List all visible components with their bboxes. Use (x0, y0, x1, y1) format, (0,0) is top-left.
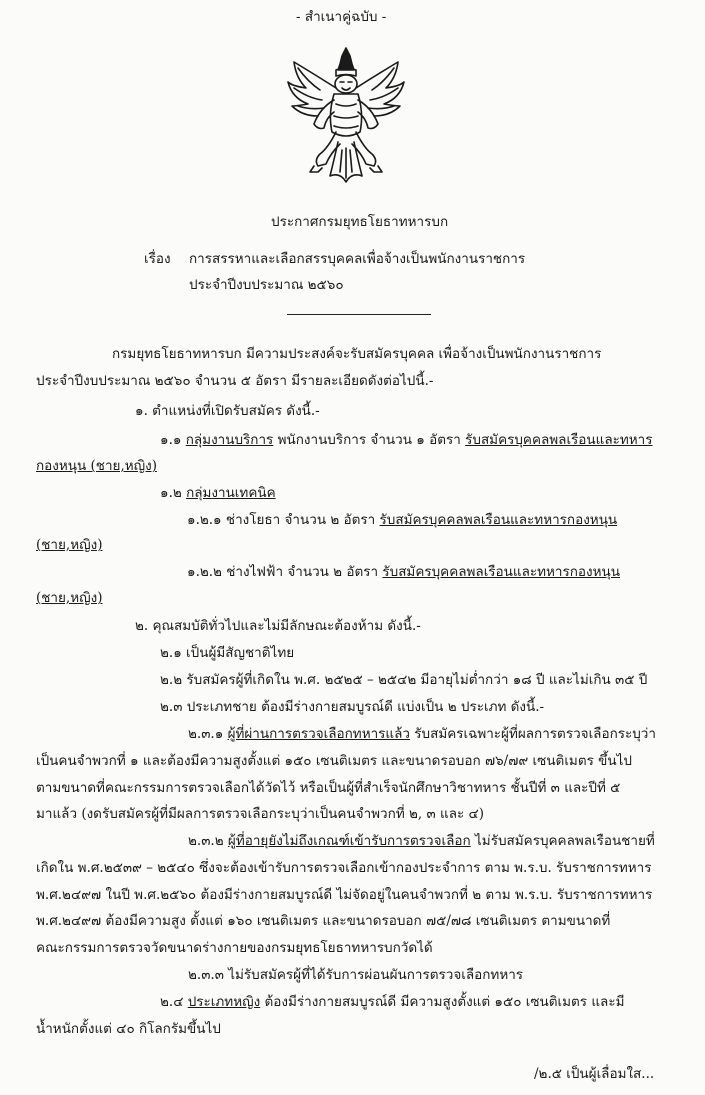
item-1-1-condition: รับสมัครบุคคลพลเรือนและทหาร (465, 432, 653, 448)
item-2-3-2-heading: ผู้ที่อายุยังไม่ถึงเกณฑ์เข้ารับการตรวจเลือก (227, 833, 471, 849)
item-1-1-text: พนักงานบริการ จำนวน ๑ อัตรา (277, 432, 461, 448)
item-1-1-number: ๑.๑ (160, 432, 182, 448)
item-2-3-2 (188, 831, 655, 851)
item-2-2: ๒.๒ รับสมัครผู้ที่เกิดใน พ.ศ. ๒๕๒๕ – ๒๕๔๒ มีอายุไม่ต่ำกว่า ๑๘ ปี และไม่เกิน ๓๕ ปี (160, 672, 648, 688)
section-2-heading: ๒. คุณสมบัติทั่วไปและไม่มีลักษณะต้องห้าม ดังนี้.- (135, 618, 421, 634)
item-1-2-1-text: ๑.๒.๑ ช่างโยธา จำนวน ๒ อัตรา (187, 512, 376, 528)
item-2-3-2-text: ไม่รับสมัครบุคคลพลเรือนชายที่ (475, 833, 655, 849)
item-1-2 (160, 483, 276, 503)
item-1-2-1 (187, 510, 617, 530)
intro-line-2: ประจำปีงบประมาณ ๒๕๖๐ จำนวน ๕ อัตรา มีรายละเอียดดังต่อไปนี้.- (36, 373, 434, 389)
item-2-3-1-text: รับสมัครเฉพาะผู้ที่ผลการตรวจเลือกระบุว่า (414, 726, 656, 742)
item-1-1-group: กลุ่มงานบริการ (185, 432, 274, 448)
item-1-1 (160, 430, 653, 450)
item-2-3-2-line-5: คณะกรรมการตรวจวัดขนาดร่างกายของกรมยุทธโยธาทหารบกวัดได้ (36, 940, 433, 956)
section-1-heading: ๑. ตำแหน่งที่เปิดรับสมัคร ดังนี้.- (135, 403, 320, 419)
item-2-4-heading: ประเภทหญิง (187, 994, 261, 1010)
item-2-4-text: ต้องมีร่างกายสมบูรณ์ดี มีความสูงตั้งแต่ ๑๕๐ เซนติเมตร และมี (264, 994, 625, 1010)
item-1-2-2-condition: รับสมัครบุคคลพลเรือนและทหารกองหนุน (382, 564, 620, 580)
item-2-3-1-line-2: เป็นคนจำพวกที่ ๑ และต้องมีความสูงตั้งแต่ ๑๕๐ เซนติเมตร และขนาดรอบอก ๗๖/๗๙ เซนติเมตร ขึ้นไป (36, 753, 632, 769)
item-2-3-2-number: ๒.๓.๒ (188, 833, 224, 849)
subject-line-2: ประจำปีงบประมาณ ๒๕๖๐ (189, 277, 344, 293)
item-1-1-condition-cont: กองหนุน (ชาย,หญิง) (36, 458, 157, 474)
item-2-3-1-number: ๒.๓.๑ (188, 726, 224, 742)
item-1-2-number: ๑.๒ (160, 485, 182, 501)
item-2-3-1-heading: ผู้ที่ผ่านการตรวจเลือกทหารแล้ว (227, 726, 410, 742)
subject-label: เรื่อง (144, 251, 171, 267)
item-2-3-2-line-4: พ.ศ.๒๔๙๗ ต้องมีความสูง ตั้งแต่ ๑๖๐ เซนติเมตร และขนาดรอบอก ๗๕/๗๘ เซนติเมตร ตามขนาดที่ (36, 913, 611, 929)
item-2-1: ๒.๑ เป็นผู้มีสัญชาติไทย (160, 645, 295, 661)
item-2-3-1 (188, 724, 656, 744)
item-2-4-number: ๒.๔ (160, 994, 184, 1010)
item-2-4 (160, 992, 624, 1012)
item-2-3-3: ๒.๓.๓ ไม่รับสมัครผู้ที่ได้รับการผ่อนผันการตรวจเลือกทหาร (188, 967, 524, 983)
item-2-3-2-line-2: เกิดใน พ.ศ.๒๕๓๙ – ๒๕๔๐ ซึ่งจะต้องเข้ารับการตรวจเลือกเข้ากองประจำการ ตาม พ.ร.บ. รับราชการทหาร (36, 860, 652, 876)
item-2-4-line-2: น้ำหนักตั้งแต่ ๔๐ กิโลกรัมขึ้นไป (36, 1021, 221, 1037)
item-1-2-group: กลุ่มงานเทคนิค (186, 485, 276, 501)
item-1-2-1-condition-cont: (ชาย,หญิง) (36, 537, 103, 553)
intro-line-1: กรมยุทธโยธาทหารบก มีความประสงค์จะรับสมัครบุคคล เพื่อจ้างเป็นพนักงานราชการ (112, 346, 602, 362)
subject-line-1: การสรรหาและเลือกสรรบุคคลเพื่อจ้างเป็นพนักงานราชการ (189, 251, 526, 267)
item-2-3-1-line-4: มาแล้ว (งดรับสมัครผู้ที่มีผลการตรวจเลือกระบุว่าเป็นคนจำพวกที่ ๒, ๓ และ ๔) (36, 806, 485, 822)
garuda-emblem-icon (284, 44, 408, 186)
item-1-2-2-text: ๑.๒.๒ ช่างไฟฟ้า จำนวน ๒ อัตรา (187, 564, 379, 580)
item-2-3: ๒.๓ ประเภทชาย ต้องมีร่างกายสมบูรณ์ดี แบ่งเป็น ๒ ประเภท ดังนี้.- (160, 699, 545, 715)
title-divider (287, 314, 431, 315)
item-1-2-2 (187, 562, 620, 582)
page-continuation: /๒.๕ เป็นผู้เลื่อมใส... (534, 1066, 655, 1082)
item-1-2-2-condition-cont: (ชาย,หญิง) (36, 590, 103, 606)
item-1-2-1-condition: รับสมัครบุคคลพลเรือนและทหารกองหนุน (379, 512, 618, 528)
item-2-3-1-line-3: ตามขนาดที่คณะกรรมการตรวจเลือกได้วัดไว้ หรือเป็นผู้ที่สำเร็จนักศึกษาวิชาทหาร ชั้นปีที่ ๓ และปีที่ ๕ (36, 780, 621, 796)
copy-note: - สำเนาคู่ฉบับ - (296, 9, 387, 25)
item-2-3-2-line-3: พ.ศ.๒๔๙๗ ในปี พ.ศ.๒๕๖๐ ต้องมีร่างกายสมบูรณ์ดี ไม่จัดอยู่ในคนจำพวกที่ ๒ ตาม พ.ร.บ. รับราชการทหาร (36, 887, 653, 903)
announcement-title: ประกาศกรมยุทธโยธาทหารบก (271, 214, 449, 230)
